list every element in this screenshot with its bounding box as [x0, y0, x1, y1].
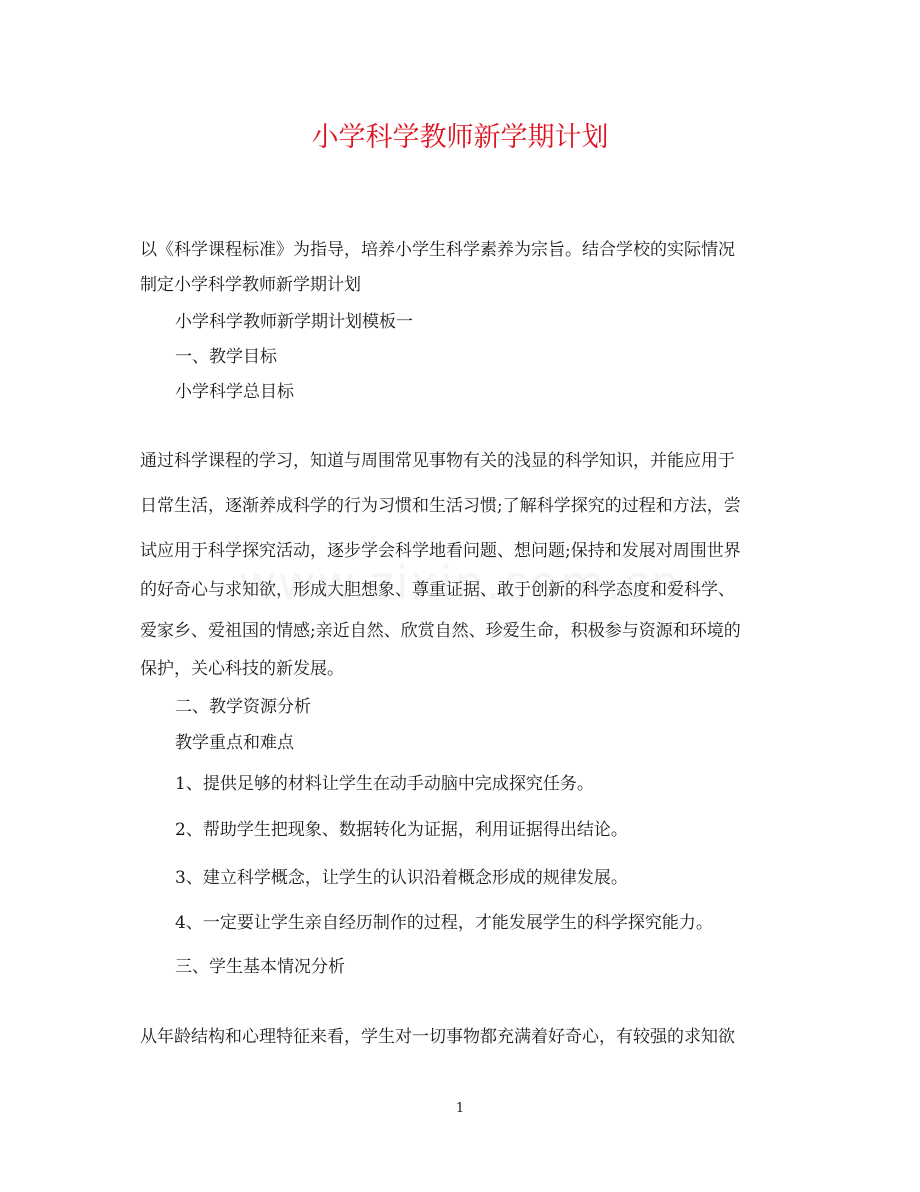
section-heading-teaching-goals: 一、教学目标: [175, 347, 277, 367]
paragraph-line: 试应用于科学探究活动，逐步学会科学地看问题、想问题;保持和发展对周围世界: [140, 541, 741, 561]
list-item: 3、建立科学概念，让学生的认识沿着概念形成的规律发展。: [175, 868, 628, 888]
paragraph-line: 爱家乡、爱祖国的情感;亲近自然、欣赏自然、珍爱生命，积极参与资源和环境的: [140, 621, 741, 641]
list-item: 2、帮助学生把现象、数据转化为证据，利用证据得出结论。: [175, 820, 628, 840]
template-heading: 小学科学教师新学期计划模板一: [175, 312, 413, 332]
paragraph-line: 保护，关心科技的新发展。: [140, 659, 344, 679]
section-heading-student-analysis: 三、学生基本情况分析: [175, 957, 345, 977]
page-number: 1: [455, 1101, 465, 1116]
intro-line-2: 制定小学科学教师新学期计划: [140, 275, 361, 295]
list-item: 1、提供足够的材料让学生在动手动脑中完成探究任务。: [175, 774, 594, 794]
document-title: 小学科学教师新学期计划: [311, 122, 609, 153]
subheading-key-points: 教学重点和难点: [175, 733, 294, 753]
subheading-overall-goals: 小学科学总目标: [175, 382, 294, 402]
intro-line-1: 以《科学课程标准》为指导，培养小学生科学素养为宗旨。结合学校的实际情况: [140, 240, 735, 260]
paragraph-line: 从年龄结构和心理特征来看，学生对一切事物都充满着好奇心，有较强的求知欲: [140, 1027, 735, 1047]
paragraph-line: 日常生活，逐渐养成科学的行为习惯和生活习惯;了解科学探究的过程和方法，尝: [140, 496, 741, 516]
section-heading-resource-analysis: 二、教学资源分析: [175, 697, 311, 717]
list-item: 4、一定要让学生亲自经历制作的过程，才能发展学生的科学探究能力。: [175, 913, 713, 933]
paragraph-line: 的好奇心与求知欲，形成大胆想象、尊重证据、敢于创新的科学态度和爱科学、: [140, 580, 735, 600]
paragraph-line: 通过科学课程的学习，知道与周围常见事物有关的浅显的科学知识，并能应用于: [140, 451, 735, 471]
